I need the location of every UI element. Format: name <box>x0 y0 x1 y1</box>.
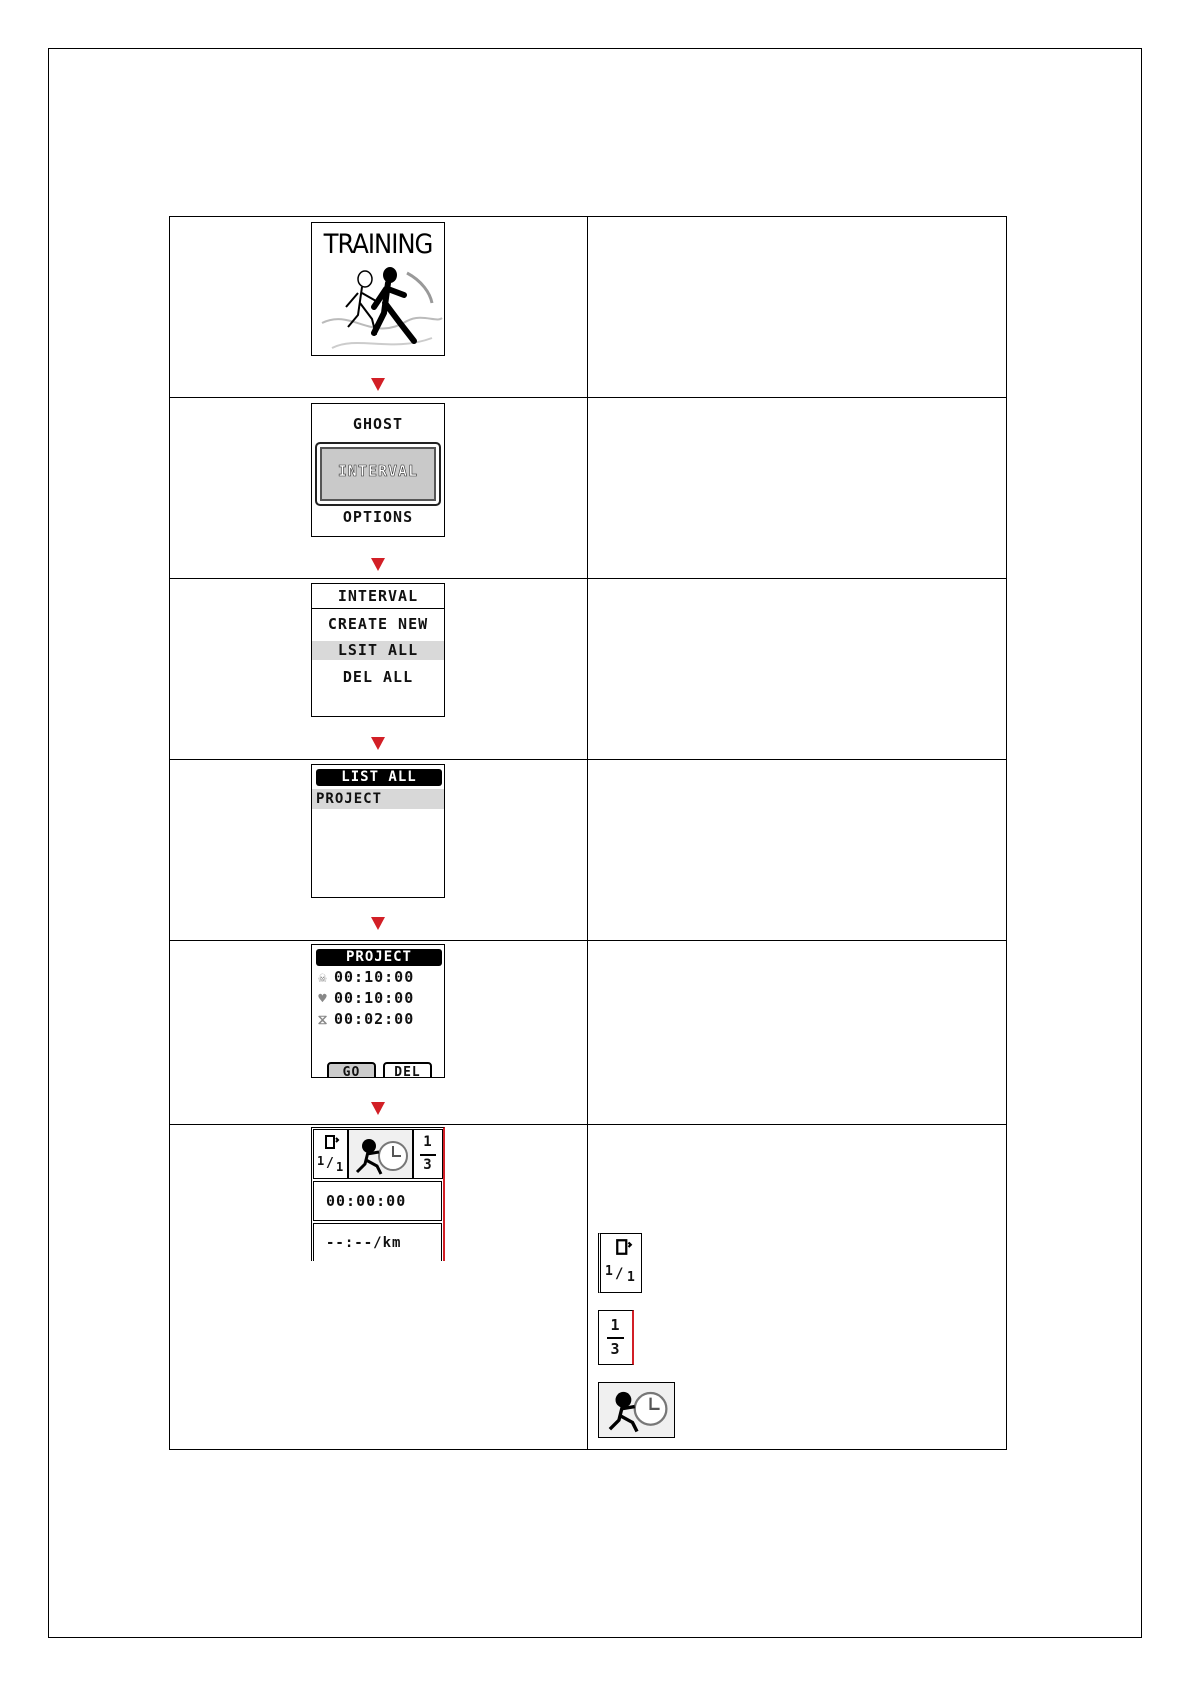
fraction-line <box>420 1154 436 1156</box>
menu-item-list-all[interactable]: LSIT ALL <box>312 641 444 660</box>
legend-lap-den: 1 <box>627 1270 636 1285</box>
menu-item-options[interactable]: OPTIONS <box>342 508 414 526</box>
go-button[interactable]: GO <box>327 1062 376 1078</box>
legend-fraction-num: 1 <box>610 1316 621 1334</box>
down-arrow-icon <box>371 378 385 391</box>
legend-lap-num: 1 <box>605 1264 614 1279</box>
menu-item-del-all[interactable]: DEL ALL <box>342 668 414 686</box>
screen-title: LIST ALL <box>316 769 442 786</box>
hourglass-icon: ⧖ <box>317 1012 329 1028</box>
interval-run-screen <box>311 1127 445 1261</box>
table-row <box>170 579 1007 760</box>
list-item[interactable]: PROJECT <box>312 789 444 809</box>
legend-fraction-line <box>607 1337 624 1339</box>
fraction-numerator: 1 <box>423 1134 433 1150</box>
lap-arrow-icon <box>324 1134 340 1150</box>
fraction-legend-icon <box>598 1310 634 1365</box>
run-time-row <box>312 967 444 988</box>
delete-button[interactable]: DEL <box>383 1062 432 1078</box>
pace-field: --:--/km <box>313 1223 442 1261</box>
screen-cell <box>170 1125 588 1450</box>
screen-cell <box>170 398 588 579</box>
rest-time-value: 00:10:00 <box>334 989 415 1007</box>
runners-illustration-icon <box>312 223 445 356</box>
runner-icon: ☠ <box>318 970 328 986</box>
down-arrow-icon <box>371 737 385 750</box>
menu-item-interval[interactable]: INTERVAL <box>337 462 419 480</box>
legend-cell <box>588 1125 1007 1450</box>
lap-arrow-icon <box>615 1238 633 1256</box>
down-arrow-icon <box>371 917 385 930</box>
screen-cell <box>170 579 588 760</box>
table-row <box>170 398 1007 579</box>
run-screen-frame <box>311 1127 445 1261</box>
legend-fraction-den: 3 <box>610 1340 621 1358</box>
screen-title: PROJECT <box>316 949 442 966</box>
repeat-time-value: 00:02:00 <box>334 1010 415 1028</box>
lap-indicator[interactable] <box>313 1129 348 1179</box>
project-screen <box>311 944 445 1078</box>
down-arrow-icon <box>371 1102 385 1115</box>
table-row <box>170 1125 1007 1450</box>
lap-top-value: 1 <box>317 1154 326 1168</box>
description-cell <box>588 217 1007 398</box>
interval-menu-screen <box>311 583 445 717</box>
runner-clock-icon <box>351 1132 411 1178</box>
lap-bottom-value: 1 <box>336 1160 345 1174</box>
screen-cell <box>170 941 588 1125</box>
description-cell <box>588 579 1007 760</box>
training-menu-screen <box>311 403 445 537</box>
legend-lap-slash: / <box>615 1266 625 1282</box>
table-row <box>170 941 1007 1125</box>
description-cell <box>588 760 1007 941</box>
down-arrow-icon <box>371 558 385 571</box>
interval-mode-box[interactable] <box>348 1129 413 1179</box>
list-all-screen <box>311 764 445 898</box>
lap-legend-icon <box>598 1233 642 1293</box>
fraction-denominator: 3 <box>423 1157 433 1173</box>
screen-cell <box>170 760 588 941</box>
table-row <box>170 760 1007 941</box>
menu-item-ghost[interactable]: GHOST <box>352 415 404 433</box>
run-time-value: 00:10:00 <box>334 968 415 986</box>
elapsed-time-field: 00:00:00 <box>313 1181 442 1221</box>
rest-time-row <box>312 988 444 1009</box>
runner-clock-icon <box>601 1384 673 1436</box>
screen-title: TRAINING <box>323 229 433 260</box>
table-row <box>170 217 1007 398</box>
runner-clock-legend-icon <box>598 1382 675 1438</box>
interval-fraction[interactable] <box>413 1129 443 1179</box>
description-cell <box>588 941 1007 1125</box>
training-screen[interactable] <box>311 222 445 356</box>
menu-item-create-new[interactable]: CREATE NEW <box>327 615 429 633</box>
screen-title: INTERVAL <box>312 584 444 609</box>
instruction-table <box>169 216 1007 1450</box>
description-cell <box>588 398 1007 579</box>
heart-icon: ♥ <box>318 991 328 1007</box>
screen-cell <box>170 217 588 398</box>
repeat-time-row <box>312 1009 444 1030</box>
lap-slash: / <box>326 1156 335 1171</box>
